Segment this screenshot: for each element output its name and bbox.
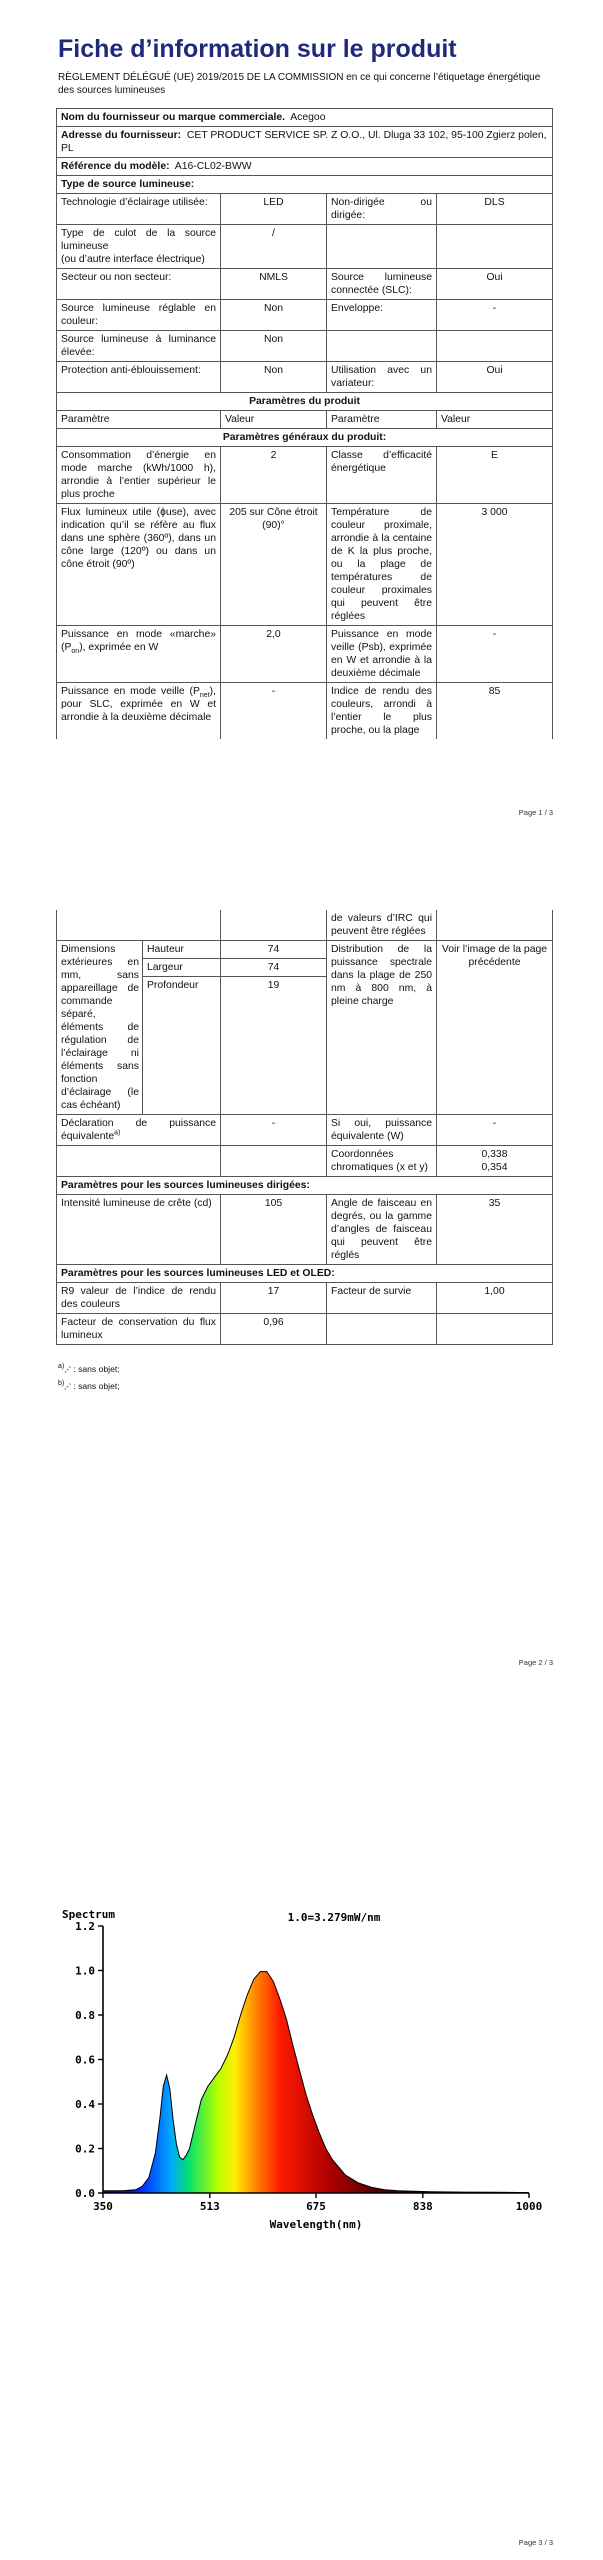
- led-params-header: Paramètres pour les sources lumineuses LED et OLED:: [57, 1265, 553, 1283]
- model-value: A16-CL02-BWW: [174, 161, 252, 172]
- color-tunable-label: Source lumineuse réglable en couleur:: [57, 300, 221, 331]
- cri-label-part1: Indice de rendu des couleurs, arrondi à l’entier le plus proche, ou la plage: [327, 683, 437, 740]
- empty-cell: [437, 910, 553, 941]
- empty-cell: [327, 1314, 437, 1345]
- peak-intensity-value: 105: [221, 1195, 327, 1265]
- dimensions-names-cell: [143, 941, 221, 1115]
- address-value: CET PRODUCT SERVICE SP. Z O.O., Ul. Dluga 33 102, 95-100 Zgierz polen, PL: [61, 130, 547, 154]
- document-title: Fiche d’information sur le produit: [58, 35, 457, 63]
- col-header-value-2: Valeur: [437, 411, 553, 429]
- source-type-header: Type de source lumineuse:: [57, 176, 553, 194]
- model-label: Référence du modèle:: [61, 161, 170, 172]
- spectrum-area: [103, 1972, 529, 2193]
- page-1: [0, 0, 603, 820]
- cct-label: Température de couleur proximale, arrondie à la centaine de K la plus proche, ou la plage de températures de couleur proximales qui peuvent être réglées: [327, 504, 437, 626]
- dim-width-label: Largeur: [143, 959, 220, 977]
- on-mode-power-sub: on: [71, 648, 80, 656]
- x-tick-label: 1000: [515, 2200, 543, 2213]
- beam-angle-value: 35: [437, 1195, 553, 1265]
- anti-glare-value: Non: [221, 362, 327, 393]
- empty-cell: [327, 331, 437, 362]
- directed-params-header: Paramètres pour les sources lumineuses dirigées:: [57, 1177, 553, 1195]
- supplier-value: Acegoo: [290, 112, 326, 123]
- standby-power-value: -: [437, 626, 553, 683]
- efficiency-class-label: Classe d’efficacité énergétique: [327, 447, 437, 504]
- dimensions-values-cell: [221, 941, 327, 1115]
- spectrum-chart: [44, 1906, 564, 2236]
- chromaticity-value: [437, 1146, 553, 1177]
- cap-type-label-sub: (ou d’autre interface électrique): [61, 254, 205, 265]
- dim-depth-value: 19: [267, 980, 280, 991]
- x-tick-label: 675: [306, 2200, 326, 2213]
- network-standby-label: [57, 683, 221, 740]
- on-mode-power-text-b: ), exprimée en W: [79, 642, 159, 653]
- tech-label: Technologie d’éclairage utilisée:: [57, 194, 221, 225]
- survival-factor-value: 1,00: [437, 1283, 553, 1314]
- supplier-label: Nom du fournisseur ou marque commerciale.: [61, 112, 286, 123]
- x-ticks: [93, 2193, 542, 2213]
- network-standby-sub: net: [199, 692, 210, 700]
- tech-value: LED: [221, 194, 327, 225]
- empty-cell: [221, 1146, 327, 1177]
- peak-intensity-label: Intensité lumineuse de crête (cd): [57, 1195, 221, 1265]
- x-tick-label: 350: [93, 2200, 113, 2213]
- color-tunable-value: Non: [221, 300, 327, 331]
- dimensions-names: [143, 941, 220, 994]
- dim-width-value: 74: [221, 959, 326, 977]
- dim-depth-label: Profondeur: [147, 980, 199, 991]
- empty-cell: [221, 910, 327, 941]
- lumen-maintenance-value: 0,96: [221, 1314, 327, 1345]
- high-luminance-label: Source lumineuse à luminance élevée:: [57, 331, 221, 362]
- cct-value: 3 000: [437, 504, 553, 626]
- chromaticity-y: 0,354: [481, 1162, 508, 1173]
- cri-value: 85: [437, 683, 553, 740]
- beam-angle-label: Angle de faisceau en degrés, ou la gamme d’angles de faisceau qui peuvent être réglés: [327, 1195, 437, 1265]
- connected-value: Oui: [437, 269, 553, 300]
- cap-type-cell: [57, 225, 221, 269]
- regulation-intro: RÈGLEMENT DÉLÉGUÉ (UE) 2019/2015 DE LA COMMISSION en ce qui concerne l’étiquetage énergétique des sources lumineuses: [58, 72, 541, 96]
- efficiency-class-value: E: [437, 447, 553, 504]
- general-params-header: Paramètres généraux du produit:: [57, 429, 553, 447]
- col-header-value: Valeur: [221, 411, 327, 429]
- dim-height-value: 74: [221, 941, 326, 959]
- page-3: [0, 1690, 603, 2560]
- model-row: [57, 158, 553, 176]
- cap-type-value: /: [221, 225, 327, 269]
- dimmable-value: Oui: [437, 362, 553, 393]
- chromaticity-x: 0,338: [481, 1149, 508, 1160]
- footnotes: [58, 1364, 120, 1398]
- footnote-a-mark: a): [58, 1363, 65, 1371]
- on-mode-power-value: 2,0: [221, 626, 327, 683]
- supplier-row: [57, 109, 553, 127]
- footnote-a-text: ‚-‘ : sans objet;: [64, 1364, 120, 1374]
- y-ticks: [75, 1920, 103, 2200]
- equivalent-power-claim-text: Déclaration de puissance équivalente: [61, 1118, 216, 1142]
- address-row: [57, 127, 553, 158]
- envelope-label: Enveloppe:: [327, 300, 437, 331]
- dim-height-label: Hauteur: [143, 941, 220, 959]
- equivalent-power-claim-value: -: [221, 1115, 327, 1146]
- on-mode-power-label: [57, 626, 221, 683]
- useful-flux-label: Flux lumineux utile (ɸuse), avec indication qu’il se réfère au flux dans une sphère (360º), dans un cône large (120º) ou dans un cône étroit (90º): [57, 504, 221, 626]
- y-tick-label: 0.4: [75, 2098, 95, 2111]
- y-tick-label: 0.0: [75, 2187, 95, 2200]
- on-mode-power-text-a: Puissance en mode «marche» (P: [61, 629, 216, 653]
- high-luminance-value: Non: [221, 331, 327, 362]
- useful-flux-value: 205 sur Cône étroit (90)°: [221, 504, 327, 626]
- dimensions-values: [221, 941, 326, 994]
- empty-cell: [437, 331, 553, 362]
- page-number-2: Page 2 / 3: [518, 1658, 553, 1667]
- network-standby-text-a: Puissance en mode veille (P: [61, 686, 200, 697]
- equivalent-power-claim-label: [57, 1115, 221, 1146]
- equivalent-power-label: Si oui, puissance équivalente (W): [327, 1115, 437, 1146]
- footnote-b-text: ‚-‘ : sans objet;: [64, 1381, 120, 1391]
- y-tick-label: 0.2: [75, 2142, 95, 2156]
- dimensions-label: Dimensions extérieures en mm, sans appareillage de commande séparé, éléments de régulation de l’éclairage ni éléments sans fonction d’éclairage (le cas échéant): [57, 941, 143, 1115]
- connected-label: Source lumineuse connectée (SLC):: [327, 269, 437, 300]
- col-header-param-2: Paramètre: [327, 411, 437, 429]
- spectral-distribution-label: Distribution de la puissance spectrale dans la plage de 250 nm à 800 nm, à pleine charge: [327, 941, 437, 1115]
- x-tick-label: 513: [199, 2200, 220, 2213]
- empty-cell: [57, 1146, 221, 1177]
- dimmable-label: Utilisation avec un variateur:: [327, 362, 437, 393]
- y-tick-label: 0.8: [75, 2009, 95, 2022]
- x-axis-label: Wavelength(nm): [269, 2218, 363, 2231]
- empty-cell: [57, 910, 221, 941]
- mains-value: NMLS: [221, 269, 327, 300]
- cri-label-part2: de valeurs d’IRC qui peuvent être réglées: [327, 910, 437, 941]
- network-standby-value: -: [221, 683, 327, 740]
- network-standby-text-b: ), pour SLC, exprimée en W et arrondie à la deuxième décimale: [61, 686, 216, 723]
- empty-cell: [437, 1314, 553, 1345]
- spectral-distribution-value: Voir l’image de la page précédente: [437, 941, 553, 1115]
- chart-title: Spectrum: [62, 1908, 115, 1921]
- cap-type-label: Type de culot de la source lumineuse: [61, 228, 216, 252]
- product-sheet-table-page2: [56, 910, 553, 1345]
- chart-annotation: 1.0=3.279mW/nm: [287, 1911, 381, 1924]
- envelope-value: -: [437, 300, 553, 331]
- anti-glare-label: Protection anti-éblouissement:: [57, 362, 221, 393]
- page-number-3: Page 3 / 3: [518, 2538, 553, 2547]
- footnote-b: [58, 1381, 120, 1392]
- chromaticity-label: Coordonnées chromatiques (x et y): [327, 1146, 437, 1177]
- address-label: Adresse du fournisseur:: [61, 130, 182, 141]
- equivalent-power-value: -: [437, 1115, 553, 1146]
- col-header-param: Paramètre: [57, 411, 221, 429]
- spectrum-chart-svg: [44, 1906, 564, 2236]
- energy-consumption-value: 2: [221, 447, 327, 504]
- y-tick-label: 1.2: [75, 1920, 95, 1933]
- r9-label: R9 valeur de l’indice de rendu des couleurs: [57, 1283, 221, 1314]
- r9-value: 17: [221, 1283, 327, 1314]
- standby-power-label: Puissance en mode veille (Psb), exprimée en W et arrondie à la deuxième décimale: [327, 626, 437, 683]
- page-2: [0, 820, 603, 1690]
- empty-cell: [437, 225, 553, 269]
- product-sheet-table-page1: [56, 108, 553, 739]
- directed-value: DLS: [437, 194, 553, 225]
- footnote-a-ref: a): [114, 1129, 121, 1137]
- footnote-a: [58, 1364, 120, 1375]
- mains-label: Secteur ou non secteur:: [57, 269, 221, 300]
- energy-consumption-label: Consommation d’énergie en mode marche (kWh/1000 h), arrondie à l’entier supérieur le plus proche: [57, 447, 221, 504]
- empty-cell: [327, 225, 437, 269]
- y-tick-label: 0.6: [75, 2053, 95, 2067]
- footnote-b-mark: b): [58, 1380, 65, 1388]
- lumen-maintenance-label: Facteur de conservation du flux lumineux: [57, 1314, 221, 1345]
- survival-factor-label: Facteur de survie: [327, 1283, 437, 1314]
- product-params-header: Paramètres du produit: [57, 393, 553, 411]
- y-tick-label: 1.0: [75, 1964, 95, 1978]
- x-tick-label: 838: [412, 2200, 433, 2213]
- page-number-1: Page 1 / 3: [518, 808, 553, 817]
- directed-label: Non-dirigée ou dirigée:: [327, 194, 437, 225]
